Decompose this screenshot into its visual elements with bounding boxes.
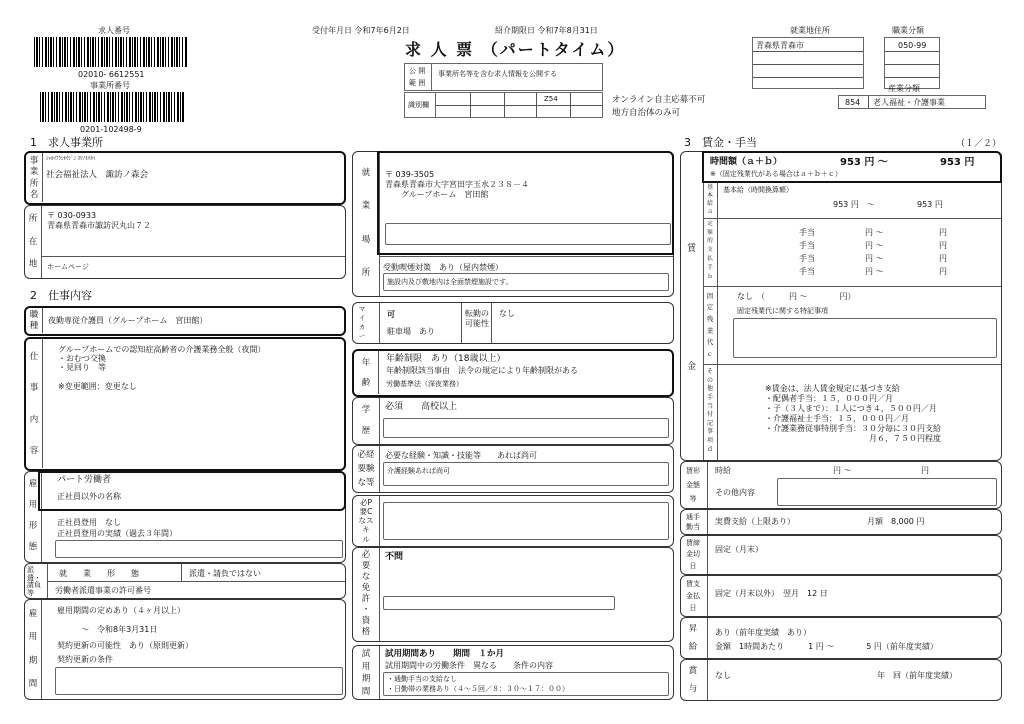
workplace-postal: 〒 039-3505: [385, 170, 435, 179]
age-label: 年 齢: [361, 357, 371, 388]
license-box: [352, 547, 674, 642]
industry-value: 老人福祉・介護事業: [873, 98, 945, 107]
company-address-box: [24, 205, 346, 279]
hourly-max: 953 円: [940, 157, 975, 168]
employment-period-label: 雇 用 期 間: [28, 608, 38, 689]
trial-note-1: ・通勤手当の支給なし: [387, 675, 457, 683]
experience-title: 必要な経験・知識・技能等 あれば尚可: [385, 451, 537, 460]
other-line-4: ・介護福祉士手当：１５，０００円／月: [765, 414, 909, 423]
work-line-2: ・おむつ交換: [58, 354, 106, 363]
allowance-label: 定 額 的 支 払 手 ｂ: [707, 220, 713, 280]
work-line-1: グループホームでの認知症高齢者の介護業務全般（夜間）: [58, 345, 266, 354]
raise-amount: 金額 1時間あたり 1 円 ～ 5 円（前年度実績）: [715, 642, 938, 651]
period-line-1: 雇用期間の定めあり（４ヶ月以上）: [57, 606, 185, 615]
workplace-address-label: 就業地住所: [790, 26, 830, 35]
work-line-3: ・見回り 等: [58, 363, 106, 372]
job-class-box: [884, 37, 940, 89]
basic-label: 基 本 給 ａ: [706, 184, 713, 215]
page-number: （１／２）: [956, 139, 1002, 149]
car-commute-value: 可: [387, 310, 395, 319]
other-line-6: 月６，７５０円程度: [765, 434, 941, 443]
wage-label-1: 賃: [687, 244, 697, 254]
allowance-3-range: 円 ～: [865, 254, 884, 263]
other-line-1: ※賃金は、法人賃金規定に基づき支給: [765, 384, 900, 393]
wage-form-label: 賃形 金態 等: [686, 466, 700, 503]
age-reason: 年齢制限該当事由 法令の規定により年齢制限がある: [386, 366, 578, 375]
license-value: 不問: [385, 552, 404, 562]
trial-period-box: [352, 645, 674, 700]
raise-value: あり（前年度実績 あり）: [715, 628, 811, 637]
payday-box: [680, 575, 1002, 617]
workplace-address-box: [752, 37, 864, 89]
basic-min: 953 円 ～: [833, 200, 875, 209]
commute-label: 通手 勤当: [686, 512, 700, 531]
fixed-overtime-label: 固 定 残 業 代 ｃ: [706, 291, 714, 358]
transfer-value: なし: [499, 309, 515, 318]
workplace-address-value: 青森県青森市: [756, 41, 804, 50]
commute-value: 実費支給（上限あり）: [715, 517, 795, 526]
other-allowance-label: そ の 他 手 当 付 記 事 項 ｄ: [706, 368, 713, 453]
allowance-1-name: 手当: [799, 228, 815, 237]
reception-date: 受付年月日 令和7年6月2日: [312, 26, 410, 35]
experience-label: 必経 要験 な等: [357, 449, 375, 488]
allowance-3-name: 手当: [799, 254, 815, 263]
office-number: 0201-102498-9: [80, 125, 142, 134]
work-line-5: ※変更範囲：変更なし: [58, 382, 137, 391]
workplace-address: 青森県青森市大字宮田字玉水２３８－４: [385, 180, 529, 189]
dispatch-box: [24, 563, 346, 599]
allowance-2-name: 手当: [799, 241, 815, 250]
age-law: 労働基準法（深夜業務）: [386, 380, 463, 388]
workplace-label: 就 業 場 所: [361, 167, 371, 278]
education-label: 学 歴: [361, 405, 371, 437]
dispatch-value: 派遣・請負ではない: [189, 569, 261, 578]
company-name-label: 事 業 所 名: [29, 155, 39, 200]
job-class-label: 職業分類: [892, 26, 924, 35]
parking: 駐車場 あり: [387, 327, 435, 336]
online-note-1: オンライン自主応募不可: [612, 95, 706, 105]
office-number-label: 事業所番号: [90, 81, 130, 90]
employment-label: 雇 用 形 態: [28, 479, 38, 553]
payday-label: 賃支 金払 日: [686, 579, 700, 612]
id-grid: [435, 92, 603, 118]
smoking-detail: 施設内及び敷地内は全面禁煙施設です。: [387, 278, 513, 286]
closing-day-value: 固定（月末）: [715, 545, 763, 554]
document-title: 求 人 票 （パートタイム）: [405, 40, 626, 59]
other-line-5: ・介護業務従事特別手当：３０分毎に３０円支給: [765, 424, 941, 433]
bonus-box: [680, 659, 1002, 701]
allowance-4-max: 円: [939, 267, 947, 276]
allowance-1-max: 円: [939, 228, 947, 237]
hourly-min: 953 円 ～: [840, 157, 888, 168]
age-limit-box: [352, 349, 674, 397]
job-number: 02010- 6612551: [78, 70, 145, 79]
job-title-box: [24, 306, 346, 336]
industry-label: 産業分類: [888, 84, 920, 93]
work-content-box: [24, 337, 346, 471]
wage-form-other: その他内容: [715, 488, 755, 497]
education-value: 必須 高校以上: [385, 402, 458, 412]
experience-detail: 介護経験あれば尚可: [387, 467, 450, 475]
dispatch-form: 就 業 形 態: [59, 569, 139, 578]
id-code: Z54: [544, 95, 558, 103]
trial-period: 試用期間あり 期間 １か月: [385, 649, 505, 659]
online-note-2: 地方自治体のみ可: [612, 108, 681, 118]
other-line-3: ・子（３人まで）：１人につき４，５００円／月: [765, 404, 937, 413]
section3-title: 3 賃金・手当: [684, 136, 757, 149]
payday-value: 固定（月末以外） 翌月 12 日: [715, 589, 828, 598]
wage-form-box: [680, 461, 1002, 509]
employment-type: パート労働者: [57, 475, 112, 485]
allowance-2-max: 円: [939, 241, 947, 250]
car-commute-box: [352, 302, 674, 344]
company-address-label: 所 在 地: [28, 214, 38, 270]
public-range: 事業所名等を含む求人情報を公開する: [431, 63, 603, 91]
company-kana: ｼｬｶｲﾌｸｼﾎｳｼﾞﾝ ｽﾜﾉﾓﾘｶｲ: [46, 156, 96, 162]
section2-title: 2 仕事内容: [30, 289, 92, 302]
workplace-address-highlight: [377, 151, 674, 255]
fixed-overtime-value: なし （ 円 ～ 円）: [737, 292, 856, 301]
raise-label: 昇 給: [688, 623, 698, 652]
trial-note-2: ・日勤帯の業務あり（４～５回／８：３０～１７：００）: [387, 685, 569, 693]
job-title: 夜勤専従介護員（グループホーム 宮田館）: [48, 316, 208, 325]
referral-deadline: 紹介期限日 令和7年8月31日: [495, 26, 598, 35]
allowance-4-name: 手当: [799, 267, 815, 276]
period-line-3: 契約更新の可能性 あり（原則更新）: [57, 641, 193, 650]
other-line-2: ・配偶者手当：１５，０００円／月: [765, 394, 893, 403]
regular-hire-record: 正社員登用の実績（過去３年間）: [57, 529, 177, 538]
industry-box: [838, 95, 986, 109]
basic-title: 基本給（時間換算額）: [723, 186, 793, 194]
age-limit: 年齢制限 あり（18歳以上）: [386, 354, 506, 364]
license-label: 必 要 な 免 許 ・ 資 格: [361, 550, 371, 638]
allowance-3-max: 円: [939, 254, 947, 263]
dispatch-label: 派遣・請負等: [27, 566, 41, 598]
closing-day-box: [680, 535, 1002, 575]
wage-box: [680, 151, 1002, 461]
bonus-value: なし: [715, 671, 731, 680]
wage-form-max: 円: [921, 466, 929, 475]
period-line-4: 契約更新の条件: [57, 655, 113, 664]
hourly-note: ※（固定残業代がある場合はａ＋ｂ＋ｃ）: [710, 170, 842, 178]
id-label-cell: 識別欄: [404, 92, 436, 118]
pc-skill-box: [352, 495, 674, 547]
smoking-policy: 受動喫煙対策 あり（屋内禁煙）: [383, 263, 503, 272]
employment-type-highlight: [38, 471, 346, 511]
allowance-4-range: 円 ～: [865, 267, 884, 276]
wage-form-range: 円 ～: [833, 466, 852, 475]
basic-max: 953 円: [917, 200, 943, 209]
regular-hire: 正社員登用 なし: [57, 518, 121, 527]
experience-box: [352, 445, 674, 493]
company-name-box: [24, 151, 346, 205]
commute-max: 月額 8,000 円: [867, 517, 925, 526]
company-name: 社会福祉法人 諏訪ノ森会: [46, 170, 149, 180]
job-number-barcode: [34, 37, 188, 67]
commute-box: [680, 509, 1002, 535]
trial-period-label: 試 用 期 間: [361, 649, 371, 697]
job-title-label: 職 種: [29, 310, 39, 332]
industry-code: 854: [845, 98, 861, 107]
allowance-2-range: 円 ～: [865, 241, 884, 250]
employment-period-box: [24, 599, 346, 700]
office-number-barcode: [40, 92, 184, 122]
pc-skill-label: 必P 要C なス キ ル: [358, 497, 374, 544]
public-label-cell: 公 開 範 囲: [404, 63, 432, 91]
job-class-value: 050-99: [898, 41, 927, 50]
workplace-facility: グループホーム 宮田館: [401, 190, 489, 199]
transfer-label: 転勤の可能性: [465, 309, 489, 328]
work-content-label: 仕 事 内 容: [29, 351, 39, 456]
dispatch-permit: 労働者派遣事業の許可番号: [55, 586, 151, 595]
hourly-wage-box: [702, 151, 1002, 183]
hourly-label: 時間額（ａ＋ｂ）: [710, 157, 783, 167]
trial-conditions: 試用期間中の労働条件 異なる 条件の内容: [385, 661, 553, 670]
homepage-label: ホームページ: [47, 263, 89, 271]
job-number-label: 求人番号: [98, 26, 130, 35]
wage-form-hourly: 時給: [715, 466, 731, 475]
section1-title: 1 求人事業所: [30, 136, 103, 149]
allowance-1-range: 円 ～: [865, 228, 884, 237]
closing-day-label: 賃締 金切 日: [686, 539, 700, 570]
fixed-overtime-note: 固定残業代に関する特記事項: [737, 307, 828, 315]
wage-label-2: 金: [687, 362, 697, 372]
employment-name: 正社員以外の名称: [57, 492, 121, 501]
period-line-2: ～ 令和8年3月31日: [57, 625, 158, 634]
company-postal: 〒 030-0933: [47, 211, 97, 220]
bonus-times: 年 回（前年度実績）: [877, 671, 957, 680]
car-commute-label: マ イ カ ー: [358, 305, 366, 341]
raise-box: [680, 617, 1002, 659]
education-box: [352, 397, 674, 445]
company-address: 青森県青森市諏訪沢丸山７２: [47, 221, 151, 230]
bonus-label: 賞 与: [688, 665, 698, 694]
